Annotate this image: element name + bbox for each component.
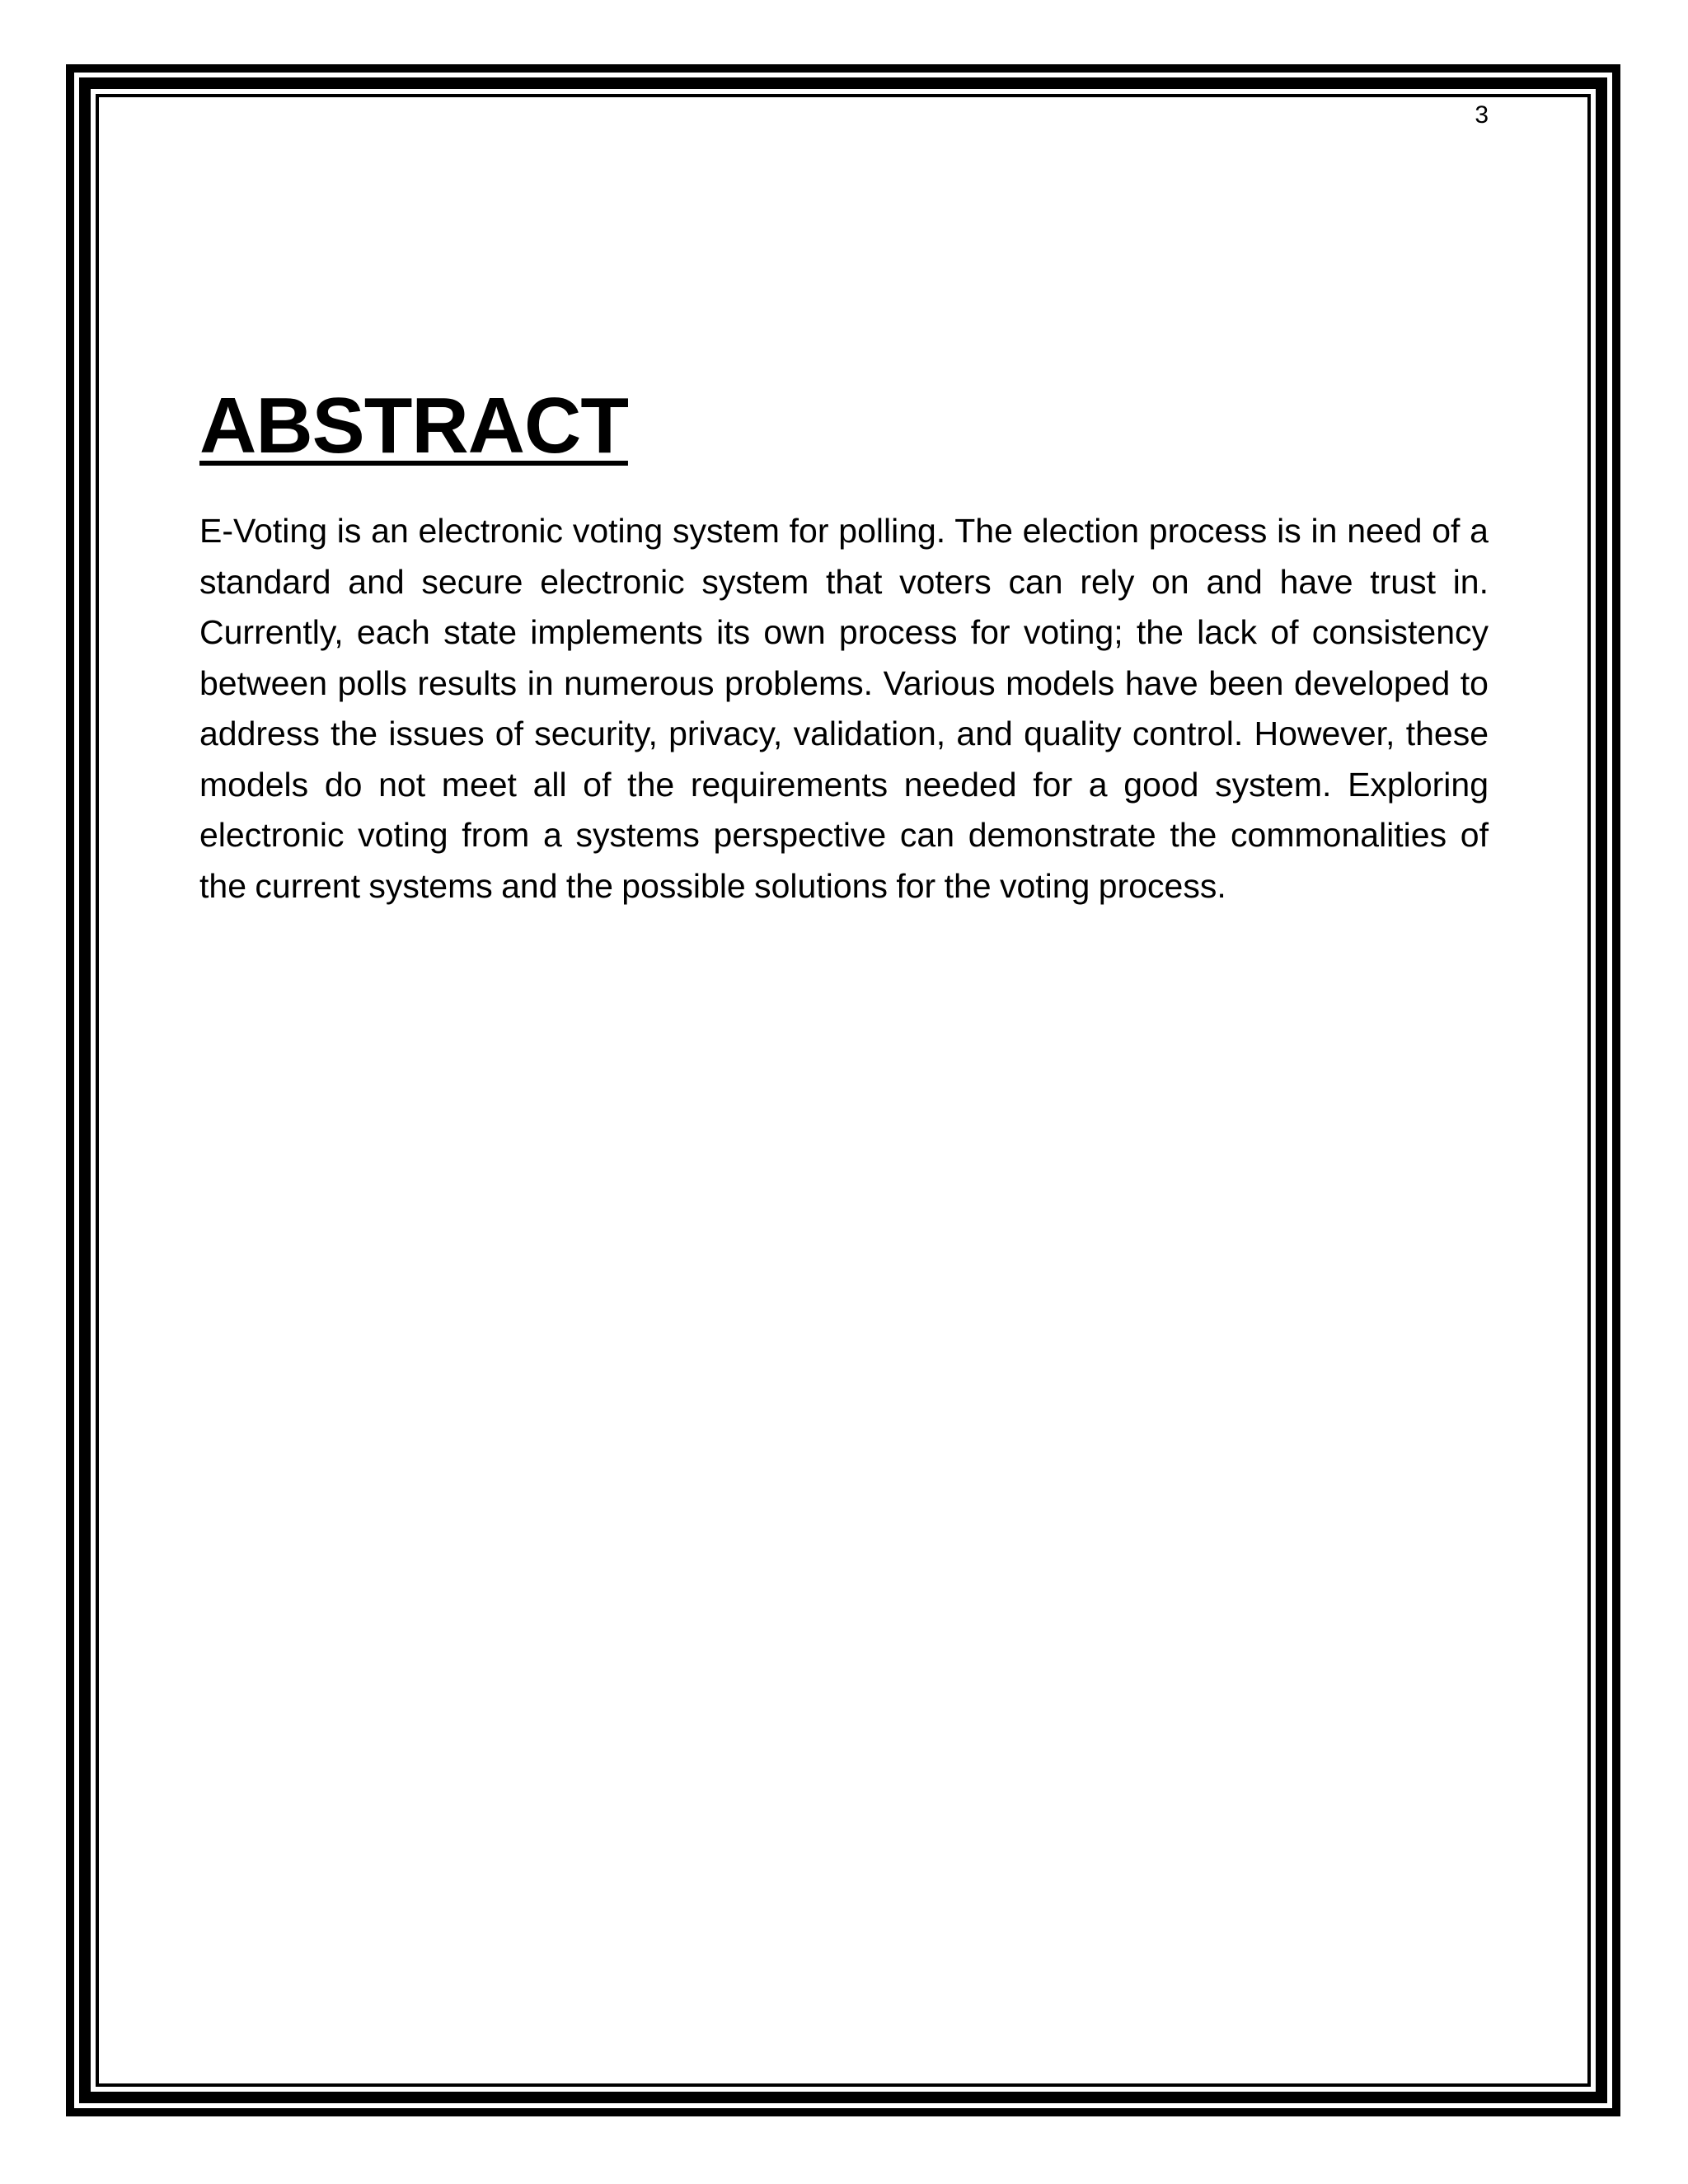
abstract-body: E-Voting is an electronic voting system for polling. The election process is in need of a standard and secure electronic system that voters can rely on and have trust in. Currently, each state implements its own process for voting; the lack of consistency between polls results in numerous problems. Various models have been developed to address the issues of security, privacy, validation, and quality control. However, these models do not meet all of the requirements needed for a good system. Exploring electronic voting from a systems perspective can demonstrate the commonalities of the current systems and the possible solutions for the voting process. (199, 512, 1489, 905)
page-number: 3 (1475, 101, 1489, 129)
abstract-heading: ABSTRACT (199, 382, 628, 470)
